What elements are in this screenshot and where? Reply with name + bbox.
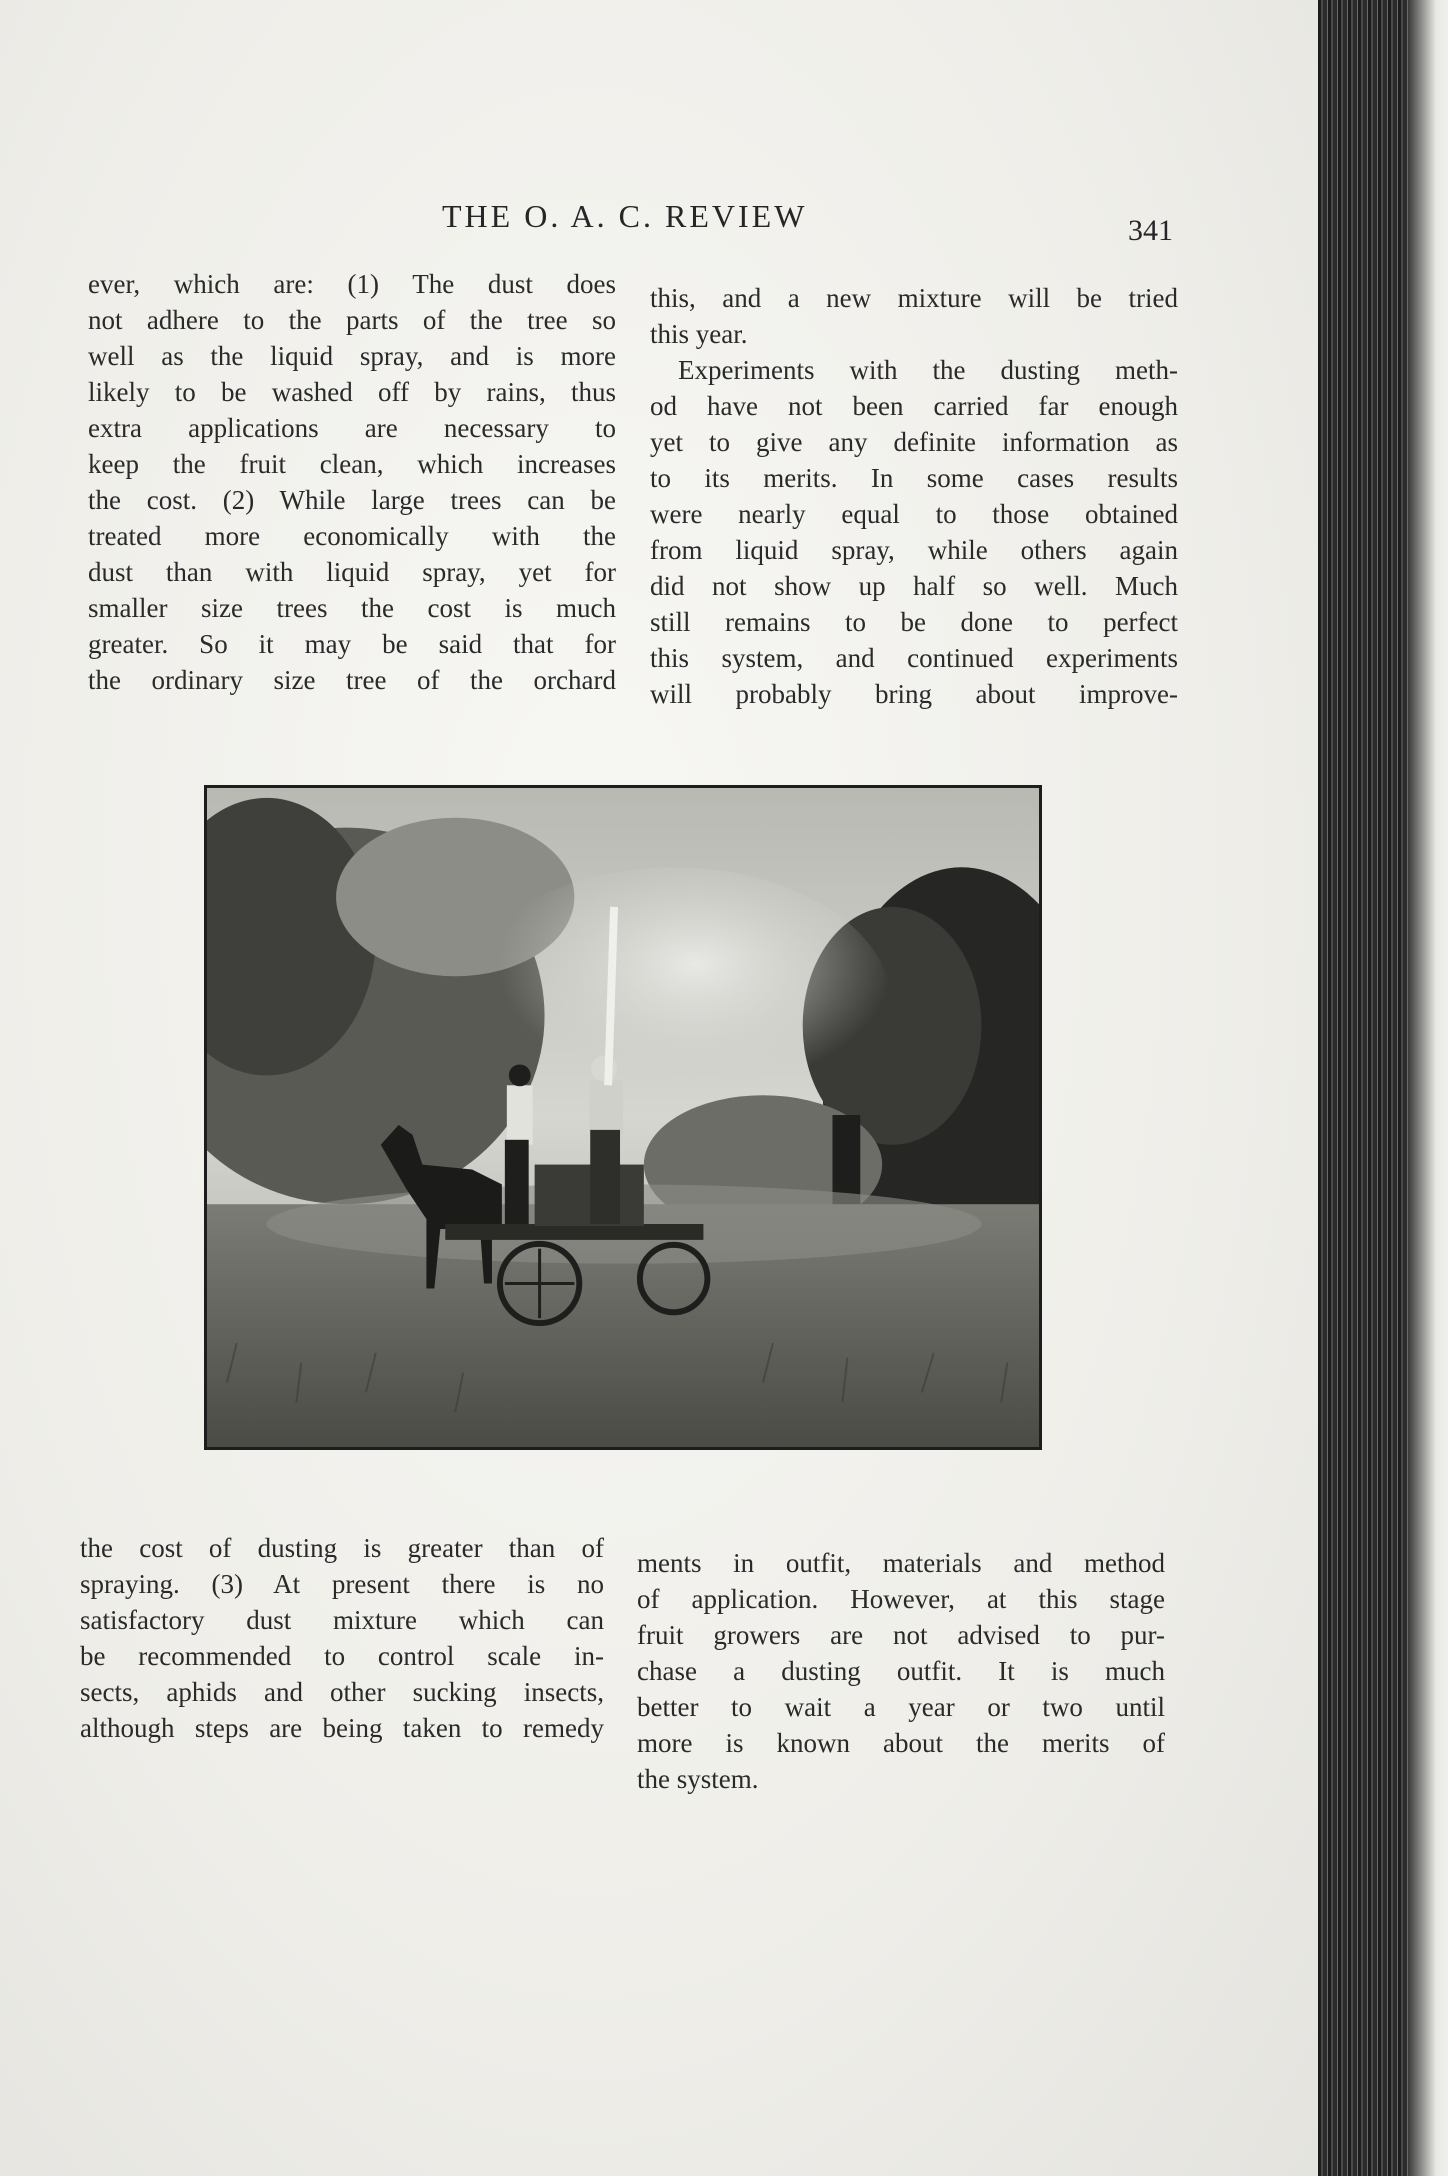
text-line: better to wait a year or two until <box>637 1692 1165 1722</box>
text-line: did not show up half so well. Much <box>650 571 1178 601</box>
text-line: to its merits. In some cases results <box>650 463 1178 493</box>
text-line: well as the liquid spray, and is more <box>88 341 616 371</box>
text-column-bottom-right <box>637 1545 1165 1797</box>
text-line: likely to be washed off by rains, thus <box>88 377 616 407</box>
text-line: Experiments with the dusting meth- <box>678 355 1178 385</box>
text-line: spraying. (3) At present there is no <box>80 1569 604 1599</box>
text-line: greater. So it may be said that for <box>88 629 616 659</box>
text-line: of application. However, at this stage <box>637 1584 1165 1614</box>
text-line: were nearly equal to those obtained <box>650 499 1178 529</box>
text-line: the system. <box>637 1764 759 1794</box>
text-line: extra applications are necessary to <box>88 413 616 443</box>
text-line: this, and a new mixture will be tried <box>650 283 1178 313</box>
photo-image <box>207 788 1039 1447</box>
text-line: ments in outfit, materials and method <box>637 1548 1165 1578</box>
text-line: sects, aphids and other sucking insects, <box>80 1677 604 1707</box>
text-column-bottom-left <box>80 1530 604 1746</box>
text-line: be recommended to control scale in- <box>80 1641 604 1671</box>
text-line: although steps are being taken to remedy <box>80 1713 604 1743</box>
page-number: 341 <box>1128 214 1173 247</box>
text-line: the ordinary size tree of the orchard <box>88 665 616 695</box>
orchard-dusting-photograph <box>204 785 1042 1450</box>
text-line: still remains to be done to perfect <box>650 607 1178 637</box>
text-line: fruit growers are not advised to pur- <box>637 1620 1165 1650</box>
text-line: treated more economically with the <box>88 521 616 551</box>
text-line: more is known about the merits of <box>637 1728 1165 1758</box>
running-head: THE O. A. C. REVIEW <box>442 198 808 234</box>
text-line: the cost of dusting is greater than of <box>80 1533 604 1563</box>
text-line: od have not been carried far enough <box>650 391 1178 421</box>
text-line: smaller size trees the cost is much <box>88 593 616 623</box>
text-line: chase a dusting outfit. It is much <box>637 1656 1165 1686</box>
text-line: dust than with liquid spray, yet for <box>88 557 616 587</box>
text-line: keep the fruit clean, which increases <box>88 449 616 479</box>
text-line: yet to give any definite information as <box>650 427 1178 457</box>
text-column-top-left <box>88 266 616 698</box>
book-page-edges <box>1318 0 1448 2176</box>
text-line: this system, and continued experiments <box>650 643 1178 673</box>
text-line: the cost. (2) While large trees can be <box>88 485 616 515</box>
text-line: ever, which are: (1) The dust does <box>88 269 616 299</box>
text-line: will probably bring about improve- <box>650 679 1178 709</box>
text-line: from liquid spray, while others again <box>650 535 1178 565</box>
text-line: this year. <box>650 319 748 349</box>
text-line: satisfactory dust mixture which can <box>80 1605 604 1635</box>
text-column-top-right <box>650 280 1178 712</box>
text-line: not adhere to the parts of the tree so <box>88 305 616 335</box>
